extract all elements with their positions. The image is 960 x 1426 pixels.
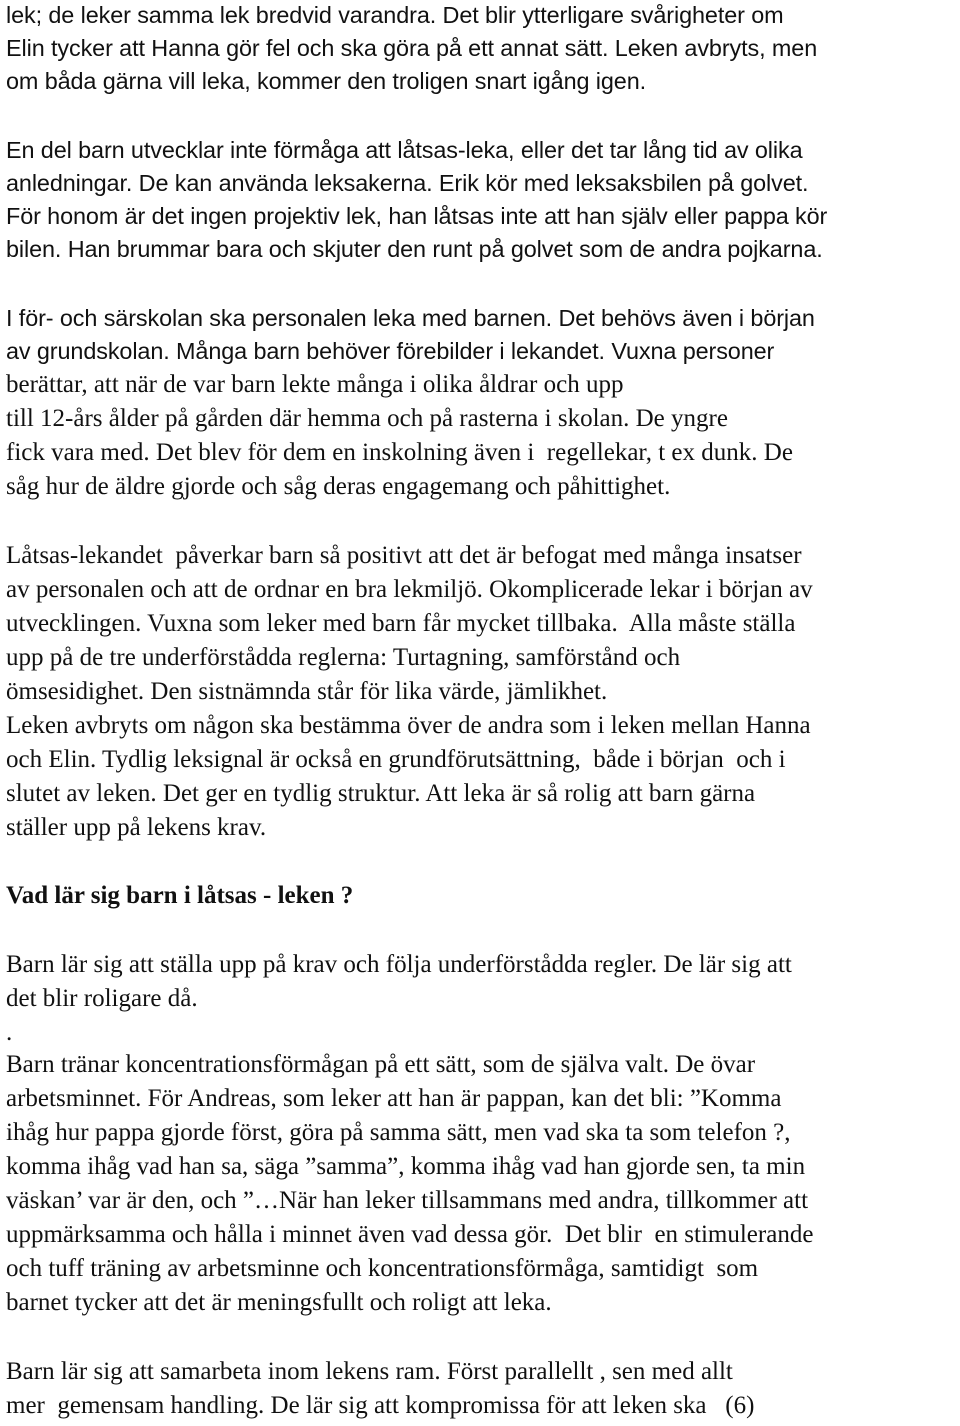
text-line: ömsesidighet. Den sistnämnda står för lika värde, jämlikhet. (6, 678, 608, 705)
text-line: En del barn utvecklar inte förmåga att låtsas-leka, eller det tar lång tid av olika (6, 137, 803, 163)
text-line: lek; de leker samma lek bredvid varandra. Det blir ytterligare svårigheter om (6, 2, 784, 28)
text-line: och tuff träning av arbetsminne och koncentrationsförmåga, samtidigt som (6, 1255, 759, 1282)
text-line: uppmärksamma och hålla i minnet även vad dessa gör. Det blir en stimulerande (6, 1221, 814, 1248)
text-line: till 12-års ålder på gården där hemma och på rasterna i skolan. De yngre (6, 405, 728, 432)
text-line: För honom är det ingen projektiv lek, han låtsas inte att han själv eller pappa kör (6, 203, 828, 229)
text-line: fick vara med. Det blev för dem en inskolning även i regellekar, t ex dunk. De (6, 439, 793, 466)
text-line: I för- och särskolan ska personalen leka med barnen. Det behövs även i början (6, 305, 815, 331)
text-line: Leken avbryts om någon ska bestämma över de andra som i leken mellan Hanna (6, 712, 811, 739)
text-line: berättar, att när de var barn lekte många i olika åldrar och upp (6, 371, 624, 398)
text-line: arbetsminnet. För Andreas, som leker att han är pappan, kan det bli: ”Komma (6, 1085, 782, 1112)
text-line: Barn lär sig att ställa upp på krav och följa underförstådda regler. De lär sig att (6, 951, 792, 978)
text-line: bilen. Han brummar bara och skjuter den runt på golvet som de andra pojkarna. (6, 236, 823, 262)
text-line: utvecklingen. Vuxna som leker med barn får mycket tillbaka. Alla måste ställa (6, 610, 796, 637)
text-line: slutet av leken. Det ger en tydlig struktur. Att leka är så rolig att barn gärna (6, 780, 756, 807)
section-heading: Vad lär sig barn i låtsas - leken ? (6, 882, 354, 909)
text-line: Låtsas-lekandet påverkar barn så positivt att det är befogat med många insatser (6, 542, 802, 569)
text-line: . (6, 1019, 13, 1046)
text-line: Barn tränar koncentrationsförmågan på ett sätt, som de själva valt. De övar (6, 1051, 756, 1078)
text-line: Elin tycker att Hanna gör fel och ska göra på ett annat sätt. Leken avbryts, men (6, 35, 818, 61)
text-line: såg hur de äldre gjorde och såg deras engagemang och påhittighet. (6, 473, 671, 500)
text-line: barnet tycker att det är meningsfullt och roligt att leka. (6, 1289, 552, 1316)
text-line: anledningar. De kan använda leksakerna. Erik kör med leksaksbilen på golvet. (6, 170, 809, 196)
text-line: om båda gärna vill leka, kommer den troligen snart igång igen. (6, 68, 647, 94)
text-line: väskan’ var är den, och ”…När han leker tillsammans med andra, tillkommer att (6, 1187, 809, 1214)
text-line: Barn lär sig att samarbeta inom lekens ram. Först parallellt , sen med allt (6, 1358, 733, 1385)
text-line: mer gemensam handling. De lär sig att kompromissa för att leken ska (6) (6, 1392, 755, 1419)
text-line: komma ihåg vad han sa, säga ”samma”, komma ihåg vad han gjorde sen, ta min (6, 1153, 806, 1180)
text-line: och Elin. Tydlig leksignal är också en grundförutsättning, både i början och i (6, 746, 786, 773)
text-line: av grundskolan. Många barn behöver förebilder i lekandet. Vuxna personer (6, 338, 775, 364)
text-line: ställer upp på lekens krav. (6, 814, 267, 841)
text-line: upp på de tre underförstådda reglerna: Turtagning, samförstånd och (6, 644, 681, 671)
text-line: av personalen och att de ordnar en bra lekmiljö. Okomplicerade lekar i början av (6, 576, 813, 603)
text-line: det blir roligare då. (6, 985, 198, 1012)
text-line: ihåg hur pappa gjorde först, göra på samma sätt, men vad ska ta som telefon ?, (6, 1119, 791, 1146)
